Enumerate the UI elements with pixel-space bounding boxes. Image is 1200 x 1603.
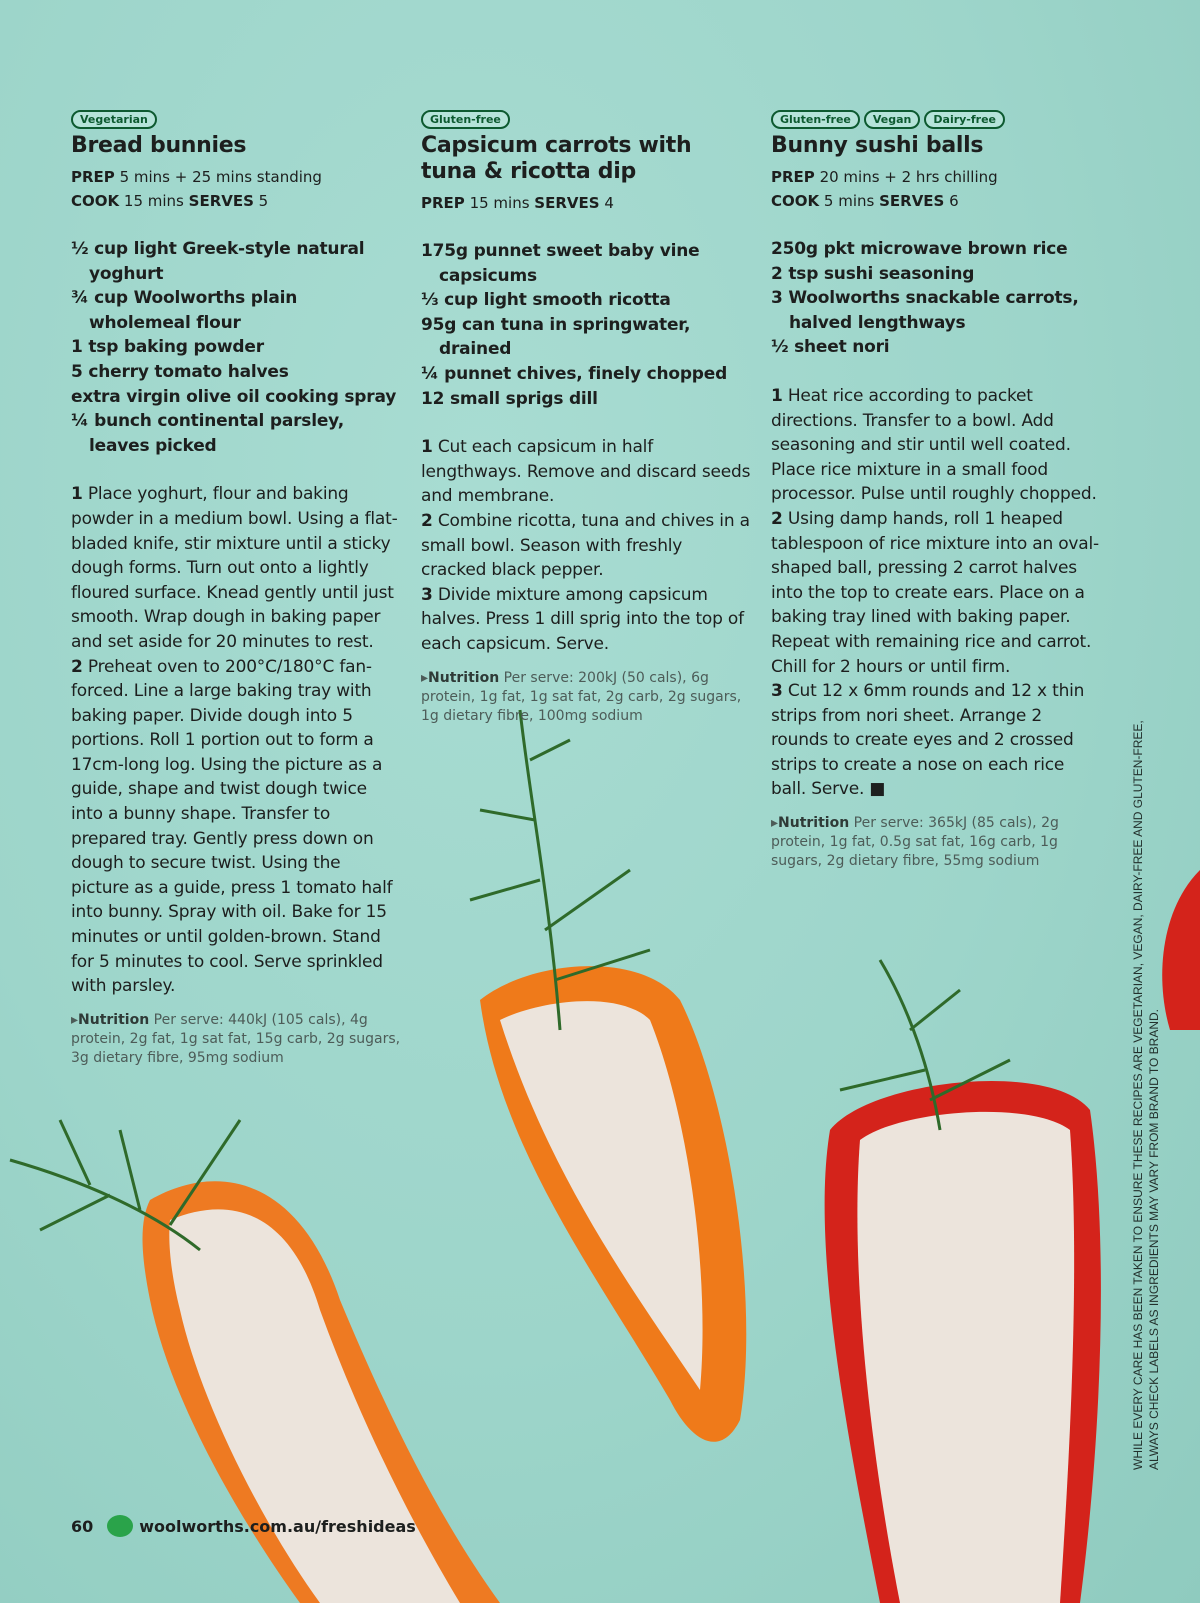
diet-tag-badge: Vegetarian — [71, 110, 157, 129]
diet-tag-badge: Vegan — [864, 110, 921, 129]
tag-list — [71, 110, 401, 129]
ingredient-item: ¼ punnet chives, finely chopped — [421, 363, 728, 384]
step-number: 2 — [71, 656, 83, 677]
meta-label: PREP — [771, 168, 815, 186]
capsicum-image-middle — [440, 700, 780, 1460]
recipe-title: Bunny sushi balls — [771, 133, 984, 158]
meta-label: SERVES — [534, 194, 600, 212]
recipe-title: Bread bunnies — [71, 133, 247, 158]
recipe-bread-bunnies — [71, 110, 401, 1068]
recipe-meta-line — [771, 165, 1101, 189]
ingredient-item: 95g can tuna in springwater, drained — [421, 314, 691, 360]
step-text: Cut each capsicum in half lengthways. Remove and discard seeds and membrane. — [421, 437, 751, 507]
step-text: Cut 12 x 6mm rounds and 12 x thin strips from nori sheet. Arrange 2 rounds to create eyes and 2 crossed strips to create a nose on each rice ball. Serve. ■ — [771, 681, 1085, 800]
ingredient-item: ¼ bunch continental parsley, leaves picked — [71, 411, 344, 456]
meta-value: 15 mins — [119, 192, 189, 210]
step-text: Using damp hands, roll 1 heaped tablespoon of rice mixture into an oval-shaped ball, pressing 2 carrot halves into the top to create ears. Place on a baking tray lined with baking paper. Repeat with remaining rice and carrot. Chill for 2 hours or until firm. — [771, 508, 1099, 677]
footer — [71, 1515, 416, 1537]
step-number: 1 — [421, 437, 433, 458]
ingredient-item: 3 Woolworths snackable carrots, halved lengthways — [771, 288, 1079, 333]
nutrition-text: Per serve: 365kJ (85 cals), 2g protein, 1g fat, 0.5g sat fat, 16g carb, 1g sugars, 2g dietary fibre, 55mg sodium — [771, 815, 1059, 870]
step-text: Divide mixture among capsicum halves. Press 1 dill sprig into the top of each capsicum. Serve. — [421, 584, 744, 654]
disclaimer-line: ALWAYS CHECK LABELS AS INGREDIENTS MAY VARY FROM BRAND TO BRAND. — [1147, 1008, 1161, 1470]
recipe-capsicum-carrots — [421, 110, 751, 726]
nutrition-info — [771, 814, 1101, 871]
meta-value: 5 mins + 25 mins standing — [114, 168, 322, 186]
method-step — [771, 384, 1101, 507]
recipe-bunny-sushi-balls — [771, 110, 1101, 871]
step-text: Place yoghurt, flour and baking powder in a medium bowl. Using a flat-bladed knife, stir mixture until a sticky dough forms. Turn out onto a lightly floured surface. Knead gently until just smooth. Wrap dough in baking paper and set aside for 20 minutes to rest. — [71, 484, 398, 652]
ingredient-item: ⅓ cup light smooth ricotta — [421, 290, 671, 311]
method-steps — [421, 435, 751, 656]
play-arrow-icon: ▸ — [71, 1011, 79, 1028]
ingredient-item: 5 cherry tomato halves — [71, 361, 289, 382]
nutrition-label: Nutrition — [428, 669, 500, 686]
nutrition-label: Nutrition — [78, 1011, 150, 1028]
meta-value: 15 mins — [464, 194, 535, 212]
capsicum-image-right — [810, 950, 1120, 1603]
meta-label: COOK — [71, 192, 120, 210]
woolworths-logo-icon — [107, 1515, 133, 1537]
ingredient-item: 175g punnet sweet baby vine capsicums — [421, 241, 700, 286]
meta-label: SERVES — [188, 192, 254, 210]
method-step — [421, 583, 751, 657]
play-arrow-icon: ▸ — [771, 815, 779, 832]
ingredient-list — [71, 237, 401, 458]
tag-list — [421, 110, 751, 129]
ingredient-item: 1 tsp baking powder — [71, 337, 264, 358]
page-number: 60 — [71, 1516, 94, 1536]
step-number: 2 — [421, 510, 433, 531]
recipe-title: Capsicum carrots with tuna & ricotta dip — [421, 133, 692, 184]
meta-label: SERVES — [879, 192, 945, 210]
disclaimer — [1130, 710, 1162, 1470]
recipe-meta-line — [421, 191, 751, 215]
method-step — [421, 435, 751, 509]
method-steps — [771, 384, 1101, 802]
method-step — [71, 655, 401, 999]
ingredient-list — [421, 239, 751, 411]
step-number: 3 — [771, 681, 783, 702]
website-link[interactable]: woolworths.com.au/freshideas — [139, 1516, 416, 1536]
nutrition-text: Per serve: 440kJ (105 cals), 4g protein, 2g fat, 1g sat fat, 15g carb, 2g sugars, 3g dietary fibre, 95mg sodium — [71, 1011, 401, 1066]
meta-value: 5 — [253, 192, 269, 210]
step-text: Heat rice according to packet directions. Transfer to a bowl. Add seasoning and stir until well coated. Place rice mixture in a small food processor. Pulse until roughly chopped. — [771, 385, 1097, 505]
nutrition-label: Nutrition — [778, 815, 850, 832]
meta-value: 4 — [599, 194, 614, 212]
step-number: 3 — [421, 584, 433, 605]
recipe-meta-line — [771, 189, 1101, 213]
diet-tag-badge: Gluten-free — [421, 110, 510, 129]
meta-value: 6 — [944, 192, 959, 210]
ingredient-item: ¾ cup Woolworths plain wholemeal flour — [71, 288, 298, 333]
nutrition-info — [71, 1011, 401, 1068]
meta-label: PREP — [71, 168, 115, 186]
ingredient-item: 250g pkt microwave brown rice — [771, 239, 1068, 259]
step-text: Combine ricotta, tuna and chives in a small bowl. Season with freshly cracked black pepper. — [421, 510, 750, 581]
ingredient-item: 2 tsp sushi seasoning — [771, 263, 975, 284]
tag-list — [771, 110, 1101, 129]
meta-label: PREP — [421, 194, 465, 212]
method-steps — [71, 482, 401, 998]
play-arrow-icon: ▸ — [421, 669, 429, 686]
method-step — [71, 482, 401, 654]
method-step — [421, 509, 751, 583]
step-text: Preheat oven to 200°C/180°C fan-forced. Line a large baking tray with baking paper. Divide dough into 5 portions. Roll 1 portion out to form a 17cm-long log. Using the picture as a guide, shape and twist dough twice into a bunny shape. Transfer to prepared tray. Gently press down on dough to secure twist. Using the picture as a guide, press 1 tomato half into bunny. Spray with oil. Bake for 15 minutes or until golden-brown. Stand for 5 minutes to cool. Serve sprinkled with parsley. — [71, 656, 393, 997]
step-number: 1 — [771, 385, 783, 406]
nutrition-info — [421, 669, 751, 726]
diet-tag-badge: Dairy-free — [924, 110, 1005, 129]
ingredient-item: extra virgin olive oil cooking spray — [71, 386, 397, 407]
method-step — [771, 507, 1101, 679]
meta-label: COOK — [771, 192, 820, 210]
meta-value: 20 mins + 2 hrs chilling — [814, 168, 998, 186]
method-step — [771, 679, 1101, 802]
diet-tag-badge: Gluten-free — [771, 110, 860, 129]
ingredient-item: 12 small sprigs dill — [421, 388, 598, 409]
meta-value: 5 mins — [819, 192, 880, 210]
step-number: 1 — [71, 484, 83, 505]
step-number: 2 — [771, 508, 783, 529]
nutrition-text: Per serve: 200kJ (50 cals), 6g protein, 1g fat, 1g sat fat, 2g carb, 2g sugars, 1g dietary fibre, 100mg sodium — [421, 669, 742, 724]
disclaimer-line: WHILE EVERY CARE HAS BEEN TAKEN TO ENSURE THESE RECIPES ARE VEGETARIAN, VEGAN, DAIRY-FREE AND GLUTEN-FREE, — [1131, 720, 1145, 1470]
ingredient-item: ½ cup light Greek-style natural yoghurt — [71, 239, 365, 284]
recipe-meta-line — [71, 189, 401, 213]
ingredient-item: ½ sheet nori — [771, 337, 890, 358]
ingredient-list — [771, 237, 1101, 360]
recipe-meta-line — [71, 165, 401, 189]
